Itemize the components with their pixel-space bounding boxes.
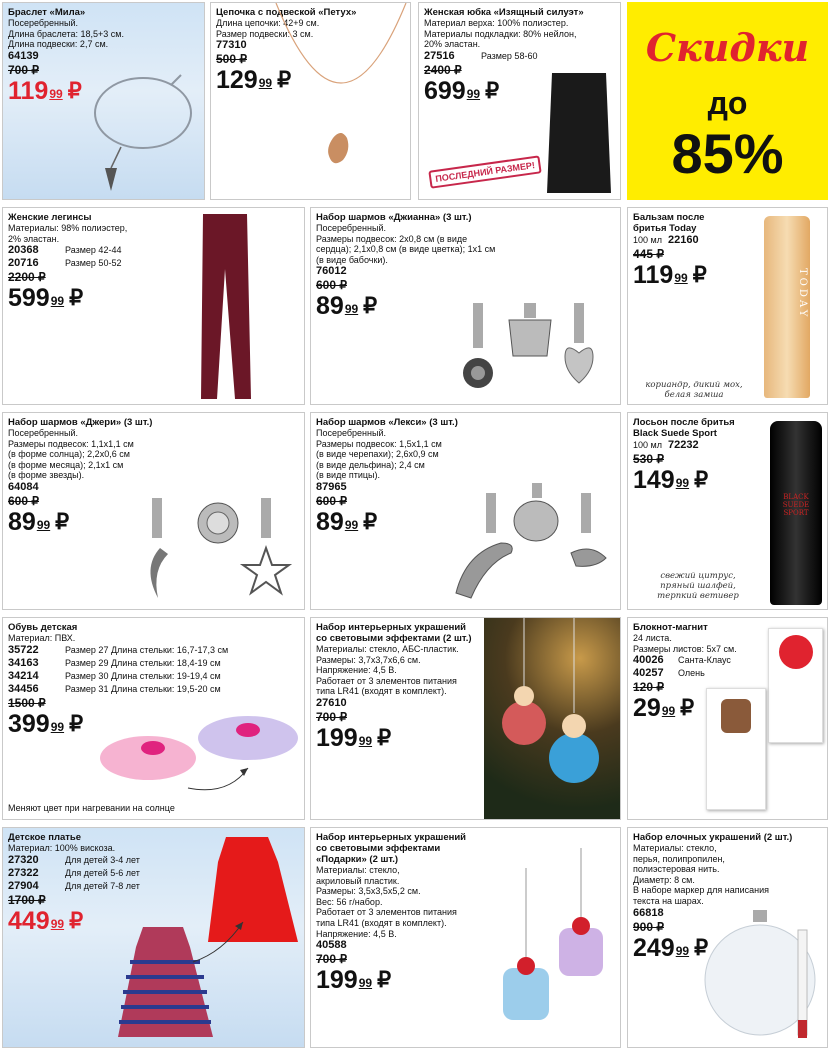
product-title: Лосьон после бритья Black Suede Sport <box>633 417 735 439</box>
promo-line2: до <box>707 85 748 121</box>
product-title: Набор шармов «Лекси» (3 шт.) <box>316 417 458 428</box>
promo-banner[interactable] <box>627 2 828 200</box>
product-code: 64084 <box>8 480 39 493</box>
product-title: Набор интерьерных украшений со световыми эффектами (2 шт.) <box>316 622 472 644</box>
product-card-bracelet[interactable] <box>2 2 205 200</box>
product-variant: 20368 Размер 42-44 <box>8 244 122 257</box>
product-title: Набор елочных украшений (2 шт.) <box>633 832 793 843</box>
product-card-lotion-black-suede[interactable] <box>627 412 828 610</box>
product-card-balm-today[interactable] <box>627 207 828 405</box>
fragrance-note: кориандр, дикий мох, белая замша <box>645 380 743 400</box>
product-card-skirt[interactable] <box>418 2 621 200</box>
gift-ornaments-image <box>491 848 621 1048</box>
product-description: Посеребренный. Размеры подвесок: 2х0,8 см (в виде сердца); 2,1х0,8 см (в виде цветка); 1х1 см (в виде бабочки). <box>316 223 496 265</box>
bracelet-image <box>83 63 198 193</box>
charms-image <box>138 493 298 608</box>
product-code: 27610 <box>316 696 347 709</box>
product-card-kids-shoes[interactable] <box>2 617 305 820</box>
product-description: Посеребренный. Размеры подвесок: 1,5х1,1 см (в виде черепахи); 2,6х0,9 см (в виде дельфина); 2,4 см (в виде птицы). <box>316 428 442 481</box>
price: 449 99 ₽ <box>8 906 84 935</box>
product-title: Женская юбка «Изящный силуэт» <box>424 7 584 18</box>
price: 89 99 ₽ <box>316 292 378 321</box>
price: 149 99 ₽ <box>633 466 709 494</box>
price: 89 99 ₽ <box>316 507 378 536</box>
product-description: Посеребренный. Размеры подвесок: 1,1х1,1 см (в форме солнца); 2,2х0,6 см (в форме месяца); 2,1х1 см (в форме звезды). <box>8 428 134 481</box>
product-title: Набор интерьерных украшений со световыми эффектами «Подарки» (2 шт.) <box>316 832 467 865</box>
product-title: Набор шармов «Джианна» (3 шт.) <box>316 212 472 223</box>
dress-image <box>118 832 303 1047</box>
charms-image <box>459 298 619 403</box>
necklace-image <box>271 3 411 200</box>
price: 29 99 ₽ <box>633 694 695 723</box>
product-card-leggings[interactable] <box>2 207 305 405</box>
product-variant: 34163 Размер 29 Длина стельки: 18,4-19 см <box>8 656 221 669</box>
product-title: Бальзам после бритья Today <box>633 212 705 234</box>
product-description: Материалы: стекло, перья, полипропилен, полиэстеровая нить. Диаметр: 8 см. В наборе маркер для написания текста на шарах. <box>633 843 770 906</box>
product-title: Цепочка с подвеской «Петух» <box>216 7 357 18</box>
price: 119 99 ₽ <box>8 76 82 105</box>
leggings-image <box>195 214 255 402</box>
product-card-necklace[interactable] <box>210 2 411 200</box>
product-description: Материал: ПВХ. <box>8 633 76 643</box>
old-price: 530 ₽ <box>633 452 664 466</box>
product-variant: 34456 Размер 31 Длина стельки: 19,5-20 см <box>8 682 221 695</box>
product-variant: 34214 Размер 30 Длина стельки: 19-19,4 см <box>8 669 221 682</box>
product-card-charms-gianna[interactable] <box>310 207 621 405</box>
product-description: Длина цепочки: 42+9 см. Размер подвески: 3 см. <box>216 18 320 39</box>
product-variant: 20716 Размер 50-52 <box>8 257 122 270</box>
notepad-santa-image <box>768 628 823 743</box>
product-card-light-ornaments[interactable] <box>310 617 621 820</box>
old-price: 600 ₽ <box>8 493 39 508</box>
product-info <box>633 417 753 497</box>
old-price: 600 ₽ <box>316 493 347 508</box>
product-description: Материалы: стекло, акриловый пластик. Размеры: 3,5х3,5х5,2 см. Вес: 56 г/набор. Работает от 3 элементов питания типа LR41 (входят в комплект). Напряжение: 4,5 В. <box>316 865 457 939</box>
old-price: 1500 ₽ <box>8 695 46 710</box>
product-variant: 27322 Для детей 5-6 лет <box>8 866 140 879</box>
price: 129 99 ₽ <box>216 66 292 95</box>
old-price: 445 ₽ <box>633 247 664 261</box>
old-price: 2400 ₽ <box>424 62 462 77</box>
product-card-tree-ornaments[interactable] <box>627 827 828 1048</box>
product-info <box>316 622 491 755</box>
product-title: Женские легинсы <box>8 212 92 223</box>
product-code: 76012 <box>316 265 347 278</box>
product-info <box>316 832 491 997</box>
old-price: 700 ₽ <box>316 952 347 967</box>
shoes-caption: Меняют цвет при нагревании на солнце <box>8 803 175 813</box>
product-variant: 27516 Размер 58-60 <box>424 49 538 62</box>
product-code: 87965 <box>316 480 347 493</box>
bottle-label: BLACK SUEDE SPORT <box>782 493 810 517</box>
product-info <box>8 212 208 315</box>
product-info <box>633 212 743 292</box>
product-variant: 35722 Размер 27 Длина стельки: 16,7-17,3 см <box>8 643 229 656</box>
product-description: Материал: 100% вискоза. <box>8 843 116 853</box>
price: 89 99 ₽ <box>8 507 70 536</box>
product-card-charms-lexi[interactable] <box>310 412 621 610</box>
product-description: 24 листа. Размеры листов: 5х7 см. <box>633 633 737 654</box>
product-title: Детское платье <box>8 832 82 843</box>
product-title: Обувь детская <box>8 622 78 633</box>
product-card-notepad-magnet[interactable] <box>627 617 828 820</box>
product-description: Материал верха: 100% полиэстер. Материалы подкладки: 80% нейлон, 20% эластан. <box>424 18 577 50</box>
fragrance-note: свежий цитрус, пряный шалфей, терпкий ветивер <box>657 571 739 601</box>
price: 399 99 ₽ <box>8 709 84 738</box>
old-price: 2200 ₽ <box>8 270 46 285</box>
product-card-charms-jeri[interactable] <box>2 412 305 610</box>
product-card-gift-ornaments[interactable] <box>310 827 621 1048</box>
product-title: Блокнот-магнит <box>633 622 708 633</box>
bottle-label: TODAY <box>797 268 808 320</box>
promo-line1: Скидки <box>645 25 810 70</box>
old-price: 700 ₽ <box>316 709 347 724</box>
old-price: 500 ₽ <box>216 52 247 67</box>
last-size-stamp: ПОСЛЕДНИЙ РАЗМЕР! <box>428 155 542 188</box>
product-description: Материалы: 98% полиэстер, 2% эластан. <box>8 223 128 244</box>
product-code: 40588 <box>316 939 347 952</box>
price: 699 99 ₽ <box>424 76 500 105</box>
glass-ball-image <box>703 910 827 1046</box>
product-variant: 100 мл 72232 <box>633 439 699 451</box>
old-price: 600 ₽ <box>316 278 347 293</box>
product-title: Браслет «Мила» <box>8 7 86 18</box>
product-description: Материалы: стекло, АБС-пластик. Размеры: 3,7х3,7х6,6 см. Напряжение: 4,5 В. Работает от 3 элементов питания типа LR41 (входят в комплект). <box>316 644 459 697</box>
product-code: 77310 <box>216 39 247 52</box>
product-title: Набор шармов «Джери» (3 шт.) <box>8 417 153 428</box>
price: 199 99 ₽ <box>316 723 392 752</box>
old-price: 120 ₽ <box>633 680 664 695</box>
product-variant: 27904 Для детей 7-8 лет <box>8 879 140 892</box>
price: 599 99 ₽ <box>8 284 84 313</box>
product-variant: 100 мл 22160 <box>633 234 699 246</box>
product-code: 64139 <box>8 49 39 62</box>
ornaments-photo <box>484 618 621 820</box>
old-price: 1700 ₽ <box>8 892 46 907</box>
old-price: 700 ₽ <box>8 62 39 77</box>
product-card-kids-dress[interactable] <box>2 827 305 1048</box>
product-description: Посеребренный. Длина браслета: 18,5+3 см. Длина подвески: 2,7 см. <box>8 18 124 50</box>
promo-line3: 85% <box>671 122 784 185</box>
product-variant: 40257 Олень <box>633 667 705 680</box>
old-price: 900 ₽ <box>633 919 664 934</box>
product-code: 66818 <box>633 906 664 919</box>
shoes-image <box>98 708 303 798</box>
charms-image <box>446 483 616 608</box>
price: 119 99 ₽ <box>633 261 707 289</box>
product-variant: 40026 Санта-Клаус <box>633 654 731 667</box>
price: 249 99 ₽ <box>633 933 709 962</box>
notepad-deer-image <box>706 688 766 810</box>
product-variant: 27320 Для детей 3-4 лет <box>8 853 140 866</box>
skirt-image <box>544 73 614 198</box>
price: 199 99 ₽ <box>316 966 392 995</box>
